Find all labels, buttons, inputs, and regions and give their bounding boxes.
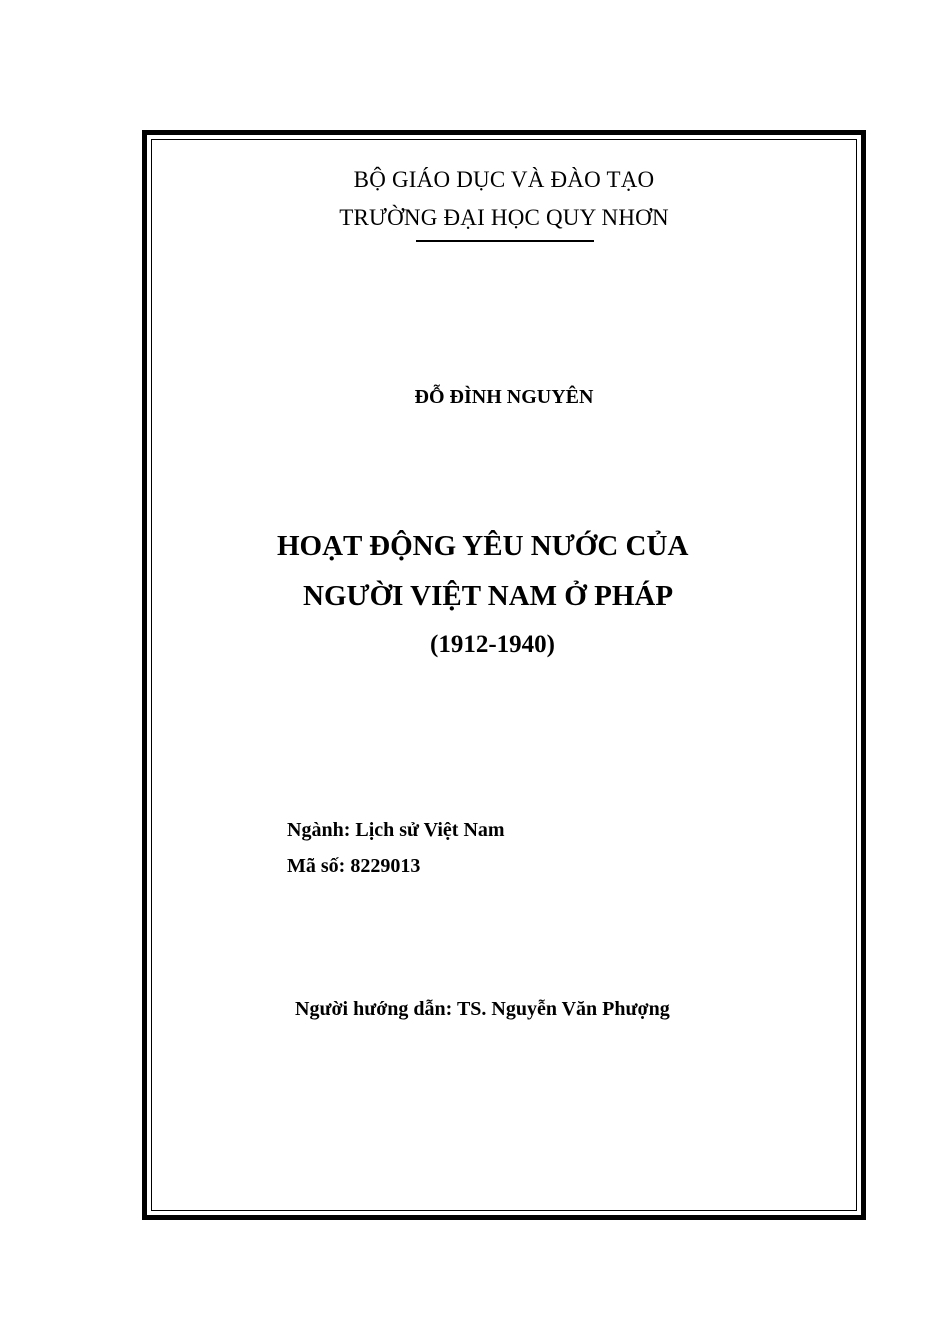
page-border-inner <box>151 139 857 1211</box>
header-divider <box>416 240 594 242</box>
advisor-name: Người hướng dẫn: TS. Nguyễn Văn Phượng <box>295 998 670 1020</box>
major-code: Mã số: 8229013 <box>287 855 421 877</box>
major-field: Ngành: Lịch sử Việt Nam <box>287 819 505 841</box>
thesis-title-line-1: HOẠT ĐỘNG YÊU NƯỚC CỦA <box>277 530 689 562</box>
university-name: TRƯỜNG ĐẠI HỌC QUY NHƠN <box>339 205 669 230</box>
ministry-name: BỘ GIÁO DỤC VÀ ĐÀO TẠO <box>353 167 655 192</box>
author-name: ĐỖ ĐÌNH NGUYÊN <box>414 386 594 408</box>
thesis-title-line-2: NGƯỜI VIỆT NAM Ở PHÁP <box>303 580 674 612</box>
thesis-title-years: (1912-1940) <box>430 631 555 658</box>
